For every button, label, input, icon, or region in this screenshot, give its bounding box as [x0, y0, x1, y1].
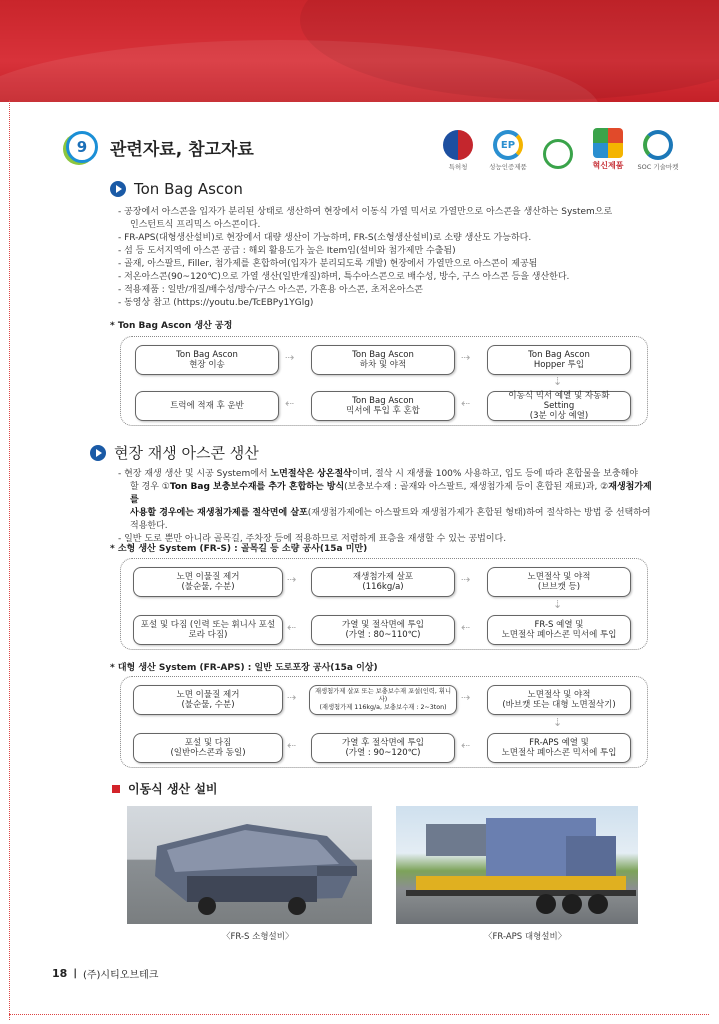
process-node: 재생첨가제 살포 (116kg/a) [311, 567, 455, 597]
small-system-flow [120, 558, 648, 650]
process-node: Ton Bag Ascon 믹서에 투입 후 혼합 [311, 391, 455, 421]
large-system-flow [120, 676, 648, 768]
footer-divider: | [73, 968, 77, 979]
list-item: 인스턴트식 프리믹스 아스콘이다. [130, 220, 261, 230]
list-item: - 저온아스콘(90~120℃)으로 가열 생산(일반개질)하며, 특수아스콘으로 배수성, 방수, 구스 아스콘 등을 생산한다. [118, 271, 658, 284]
arrow-right-icon: ⇢ [461, 691, 469, 704]
process-node: Ton Bag Ascon Hopper 투입 [487, 345, 631, 375]
list-item: 적용한다. [130, 521, 168, 531]
section-number: 9 [66, 131, 98, 163]
swirl-icon [643, 130, 673, 160]
process-node: 노면절삭 및 야적 (브브캣 등) [487, 567, 631, 597]
top-banner [0, 0, 719, 102]
patent-office-logo: 특허청 [438, 130, 478, 171]
arrow-left-icon: ⇠ [461, 739, 469, 752]
bottom-dotted-border [9, 1014, 709, 1015]
list-item: - 일반 도로 뿐만 아니라 골목길, 주차장 등에 적용하므로 저렴하게 표층을 재생할 수 있는 공법이다. [118, 533, 658, 546]
tonbag-process-flow [120, 336, 648, 426]
tonbag-process-caption: * Ton Bag Ascon 생산 공정 [110, 321, 233, 331]
list-item: 사용할 경우에는 재생첨가제를 절삭면에 살포(재생첨가제에는 아스팔트와 재생첨가제가 혼합된 형태)하여 절삭하는 방법 중 선택하여 [130, 508, 651, 518]
fr-s-machine-illustration [127, 806, 372, 924]
arrow-right-icon: ⇢ [461, 351, 469, 364]
list-item: - 적용제품 : 일반/개질/배수성/방수/구스 아스콘, 가흔용 아스콘, 초저온아스콘 [118, 284, 658, 297]
play-bullet-icon [90, 445, 106, 461]
list-item: - 동영상 참고 (https://youtu.be/TcEBPy1YGlg) [118, 297, 658, 310]
process-node: 이동식 믹서 예열 및 자동화 Setting (3분 이상 예열) [487, 391, 631, 421]
arrow-down-icon: ⇣ [553, 375, 561, 388]
process-node: 트럭에 적재 후 운반 [135, 391, 279, 421]
mobile-equipment-heading: 이동식 생산 설비 [112, 780, 218, 797]
section-header [66, 130, 254, 164]
company-name: (주)시티오브테크 [82, 970, 159, 981]
process-node: 포설 및 다짐 (인력 또는 휘니사 포설 로라 다짐) [133, 615, 283, 645]
list-item: - 현장 재생 생산 및 시공 System에서 노면절삭은 상온절삭이며, 절삭 시 재생률 100% 사용하고, 입도 등에 따라 혼합물을 보충해야 [118, 468, 658, 481]
process-node: 노면 이물질 제거 (불순물, 수분) [133, 685, 283, 715]
tonbag-heading: Ton Bag Ascon [110, 180, 243, 198]
fr-aps-machine-illustration [396, 806, 638, 924]
small-system-caption: * 소형 생산 System (FR-S) : 골목길 등 소량 공사(15a 미만) [110, 544, 368, 554]
process-node: Ton Bag Ascon 하차 및 야적 [311, 345, 455, 375]
green-logo [538, 139, 578, 171]
certification-logos [438, 128, 678, 171]
red-square-bullet-icon [112, 785, 120, 793]
arrow-right-icon: ⇢ [461, 573, 469, 586]
taegeuk-icon [443, 130, 473, 160]
arrow-right-icon: ⇢ [287, 573, 295, 586]
arrow-left-icon: ⇠ [461, 621, 469, 634]
arrow-left-icon: ⇠ [285, 397, 293, 410]
process-node: 재생첨가제 살포 또는 보충보수재 포설(인력, 휘니사) (재생첨가제 116kg/a, 보충보수재 : 2~3ton) [309, 685, 457, 715]
left-dotted-border [9, 100, 10, 1020]
arrow-down-icon: ⇣ [553, 716, 561, 729]
process-node: 포설 및 다짐 (일반아스콘과 동일) [133, 733, 283, 763]
fr-s-photo [127, 806, 372, 924]
ep-icon: EP [493, 130, 523, 160]
process-node: FR-S 예열 및 노면절삭 폐아스콘 믹서에 투입 [487, 615, 631, 645]
list-item: - 공장에서 아스콘을 입자가 분리된 상태로 생산하여 현장에서 이동식 가열 믹서로 가열만으로 아스콘을 생산하는 System으로 [118, 206, 658, 219]
process-node: Ton Bag Ascon 현장 이송 [135, 345, 279, 375]
arrow-down-icon: ⇣ [553, 598, 561, 611]
arrow-right-icon: ⇢ [287, 691, 295, 704]
process-node: 노면 이물질 제거 (불순물, 수분) [133, 567, 283, 597]
fr-aps-caption: 〈FR-APS 대형설비〉 [484, 932, 567, 942]
list-item: 할 경우 ①Ton Bag 보충보수재를 추가 혼합하는 방식(보충보수재 : 골재와 아스팔트, 재생첨가제 등이 혼합된 재료)과, ②재생첨가제를 [130, 482, 652, 505]
arrow-left-icon: ⇠ [461, 397, 469, 410]
process-node: 가열 후 절삭면에 투입 (가열 : 90~120℃) [311, 733, 455, 763]
page-number: 18 [52, 967, 68, 980]
innovation-logo: 혁신제품 [588, 128, 628, 171]
soc-logo: SOC 기술마켓 [638, 130, 678, 171]
recycle-heading: 현장 재생 아스콘 생산 [90, 442, 259, 463]
fr-s-caption: 〈FR-S 소형설비〉 [222, 932, 294, 942]
arrow-left-icon: ⇠ [287, 621, 295, 634]
arrow-right-icon: ⇢ [285, 351, 293, 364]
section-title: 관련자료, 참고자료 [110, 139, 254, 160]
list-item: - FR-APS(대형생산설비)로 현장에서 대량 생산이 가능하며, FR-S(소형생산설비)로 소량 생산도 가능하다. [118, 232, 658, 245]
fr-aps-photo [396, 806, 638, 924]
ep-logo: EP 성능인증제품 [488, 130, 528, 171]
play-bullet-icon [110, 181, 126, 197]
arrow-left-icon: ⇠ [287, 739, 295, 752]
process-node: FR-APS 예열 및 노면절삭 폐아스콘 믹서에 투입 [487, 733, 631, 763]
list-item: - 섬 등 도서지역에 아스콘 공급 : 해외 활용도가 높은 Item임(설비와 첨가제만 수출됨) [118, 245, 658, 258]
list-item: - 골재, 아스팔트, Filler, 첨가제를 혼합하여(입자가 분리되도록 개발) 현장에서 가열만으로 아스콘이 제공됨 [118, 258, 658, 271]
cube-icon [593, 128, 623, 158]
large-system-caption: * 대형 생산 System (FR-APS) : 일반 도로포장 공사(15a 이상) [110, 663, 378, 673]
leaf-badge-icon [543, 139, 573, 169]
process-node: 노면절삭 및 야적 (바브캣 또는 대형 노면절삭기) [487, 685, 631, 715]
recycle-bullets [118, 468, 658, 546]
page-footer [52, 966, 158, 981]
tonbag-bullets [118, 206, 658, 310]
process-node: 가열 및 절삭면에 투입 (가열 : 80~110℃) [311, 615, 455, 645]
